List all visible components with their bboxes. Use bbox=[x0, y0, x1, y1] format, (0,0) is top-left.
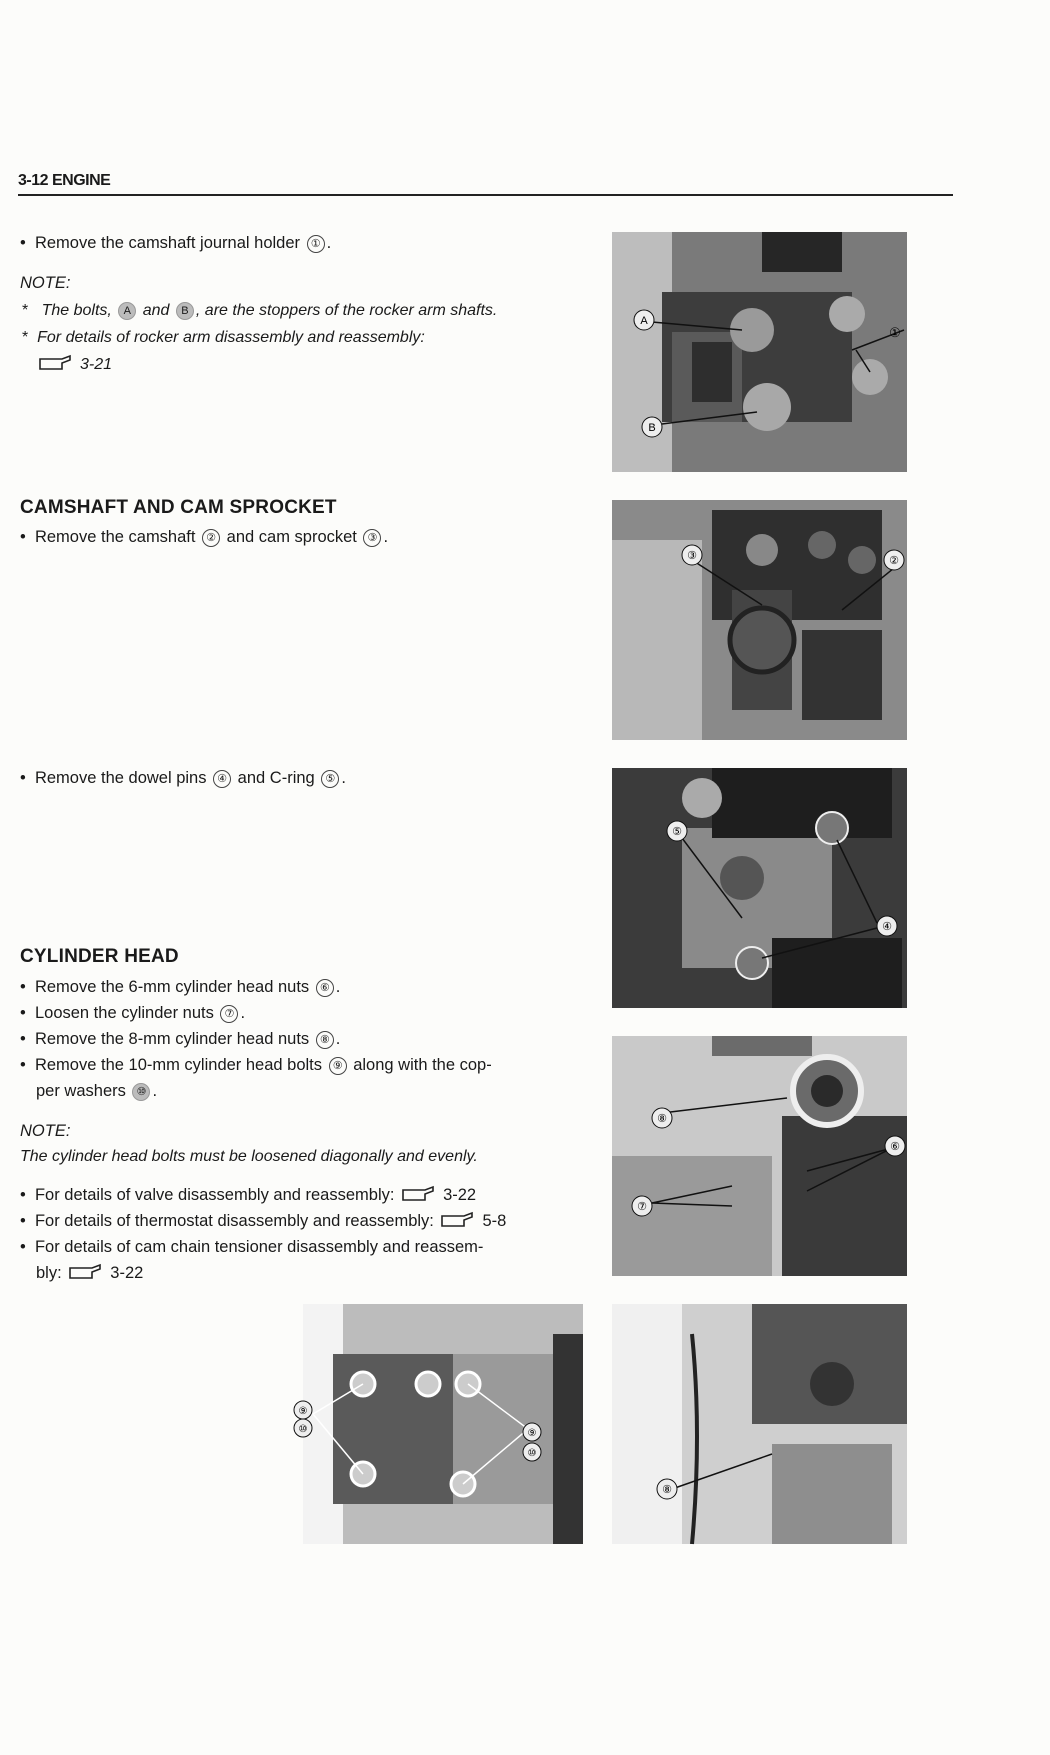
step-remove-camshaft: • Remove the camshaft ② and cam sprocket ③ . bbox=[20, 524, 388, 550]
callout-8-side: ⑧ bbox=[662, 1484, 672, 1496]
step-text: Remove the camshaft bbox=[34, 528, 196, 546]
ref-marker: ⑥ bbox=[316, 979, 334, 997]
step-text: Remove the 10-mm cylinder head bolts bbox=[34, 1056, 323, 1074]
detail-thermostat bbox=[20, 1208, 506, 1234]
callout-10-left: ⑩ bbox=[298, 1424, 308, 1435]
ref-marker: A bbox=[118, 302, 136, 320]
book-reference-icon bbox=[68, 1264, 104, 1280]
callout-1: ① bbox=[889, 325, 901, 340]
step-text: and C-ring bbox=[237, 769, 315, 787]
callout-a: A bbox=[640, 315, 648, 327]
ref-page: 3-22 bbox=[110, 1264, 144, 1282]
detail-text: For details of cam chain tensioner disassembly and reassem- bbox=[34, 1238, 484, 1256]
step-remove-journal-holder: • Remove the camshaft journal holder ① . bbox=[20, 230, 331, 256]
book-reference-icon bbox=[38, 355, 74, 371]
ref-marker: ⑦ bbox=[220, 1005, 238, 1023]
step-remove-dowel-pins: • Remove the dowel pins ④ and C-ring ⑤ . bbox=[20, 765, 346, 791]
ref-page: 3-21 bbox=[80, 356, 113, 373]
note-text: and bbox=[142, 302, 170, 319]
step-cylinder-4-cont: per washers ⑩ . bbox=[36, 1082, 158, 1100]
photo-cylinder-head-nuts bbox=[612, 1036, 907, 1276]
callout-8: ⑧ bbox=[657, 1113, 667, 1125]
step-text: and cam sprocket bbox=[226, 528, 357, 546]
callout-b: B bbox=[648, 422, 656, 434]
step-text: Remove the camshaft journal holder bbox=[34, 234, 301, 252]
step-text: Loosen the cylinder nuts bbox=[34, 1004, 214, 1022]
detail-text: For details of thermostat disassembly and reassembly: bbox=[34, 1212, 434, 1230]
note-text: , are the stoppers of the rocker arm shafts. bbox=[195, 302, 498, 319]
heading-cylinder-head: CYLINDER HEAD bbox=[20, 946, 179, 967]
step-text: along with the cop- bbox=[353, 1056, 492, 1074]
ref-marker: ④ bbox=[213, 770, 231, 788]
step-text: Remove the dowel pins bbox=[34, 769, 207, 787]
note-label: NOTE: bbox=[20, 274, 71, 292]
callout-5: ⑤ bbox=[672, 826, 682, 838]
ref-marker: ① bbox=[307, 235, 325, 253]
photo-camshaft-journal-holder bbox=[612, 232, 907, 472]
step-text: Remove the 6-mm cylinder head nuts bbox=[34, 978, 310, 996]
ref-page: 5-8 bbox=[482, 1212, 507, 1230]
ref-marker: ⑤ bbox=[321, 770, 339, 788]
ref-marker: ② bbox=[202, 529, 220, 547]
ref-marker: ③ bbox=[363, 529, 381, 547]
note-text: The bolts, bbox=[41, 302, 112, 319]
note-label: NOTE: bbox=[20, 1122, 71, 1140]
photo-cylinder-head-bolts bbox=[298, 1304, 583, 1544]
note-reference bbox=[36, 355, 112, 374]
detail-valve bbox=[20, 1182, 476, 1208]
ref-marker: ⑩ bbox=[132, 1083, 150, 1101]
step-text: Remove the 8-mm cylinder head nuts bbox=[34, 1030, 310, 1048]
step-cylinder-1: • Remove the 6-mm cylinder head nuts ⑥ . bbox=[20, 974, 340, 1000]
callout-2: ② bbox=[889, 555, 899, 567]
ref-marker: B bbox=[176, 302, 194, 320]
callout-9-left: ⑨ bbox=[298, 1406, 308, 1417]
note-line-2: * For details of rocker arm disassembly and reassembly: bbox=[22, 329, 425, 347]
callout-4: ④ bbox=[882, 921, 892, 933]
step-cylinder-4 bbox=[20, 1052, 492, 1078]
photo-8mm-nut-side bbox=[612, 1304, 907, 1544]
detail-tensioner-cont bbox=[36, 1260, 143, 1286]
ref-page: 3-22 bbox=[443, 1186, 477, 1204]
step-cylinder-2: • Loosen the cylinder nuts ⑦ . bbox=[20, 1000, 245, 1026]
step-text: per washers bbox=[36, 1082, 126, 1100]
book-reference-icon bbox=[401, 1186, 437, 1202]
callout-3: ③ bbox=[687, 550, 697, 562]
step-cylinder-3: • Remove the 8-mm cylinder head nuts ⑧ . bbox=[20, 1026, 340, 1052]
ref-marker: ⑧ bbox=[316, 1031, 334, 1049]
ref-marker: ⑨ bbox=[329, 1057, 347, 1075]
photo-dowel-pins bbox=[612, 768, 907, 1008]
callout-10-right: ⑩ bbox=[527, 1448, 537, 1459]
heading-camshaft: CAMSHAFT AND CAM SPROCKET bbox=[20, 497, 337, 518]
page-number-label: 3-12 ENGINE bbox=[18, 172, 111, 189]
callout-9-right: ⑨ bbox=[527, 1428, 537, 1439]
detail-text: For details of valve disassembly and reassembly: bbox=[34, 1186, 395, 1204]
callout-7: ⑦ bbox=[637, 1201, 647, 1213]
note-line-1 bbox=[22, 302, 497, 320]
detail-text: bly: bbox=[36, 1264, 62, 1282]
book-reference-icon bbox=[440, 1212, 476, 1228]
page-header bbox=[18, 170, 953, 196]
photo-camshaft-sprocket bbox=[612, 500, 907, 740]
callout-6: ⑥ bbox=[890, 1141, 900, 1153]
detail-tensioner bbox=[20, 1234, 483, 1260]
note-line: The cylinder head bolts must be loosened diagonally and evenly. bbox=[20, 1148, 478, 1165]
